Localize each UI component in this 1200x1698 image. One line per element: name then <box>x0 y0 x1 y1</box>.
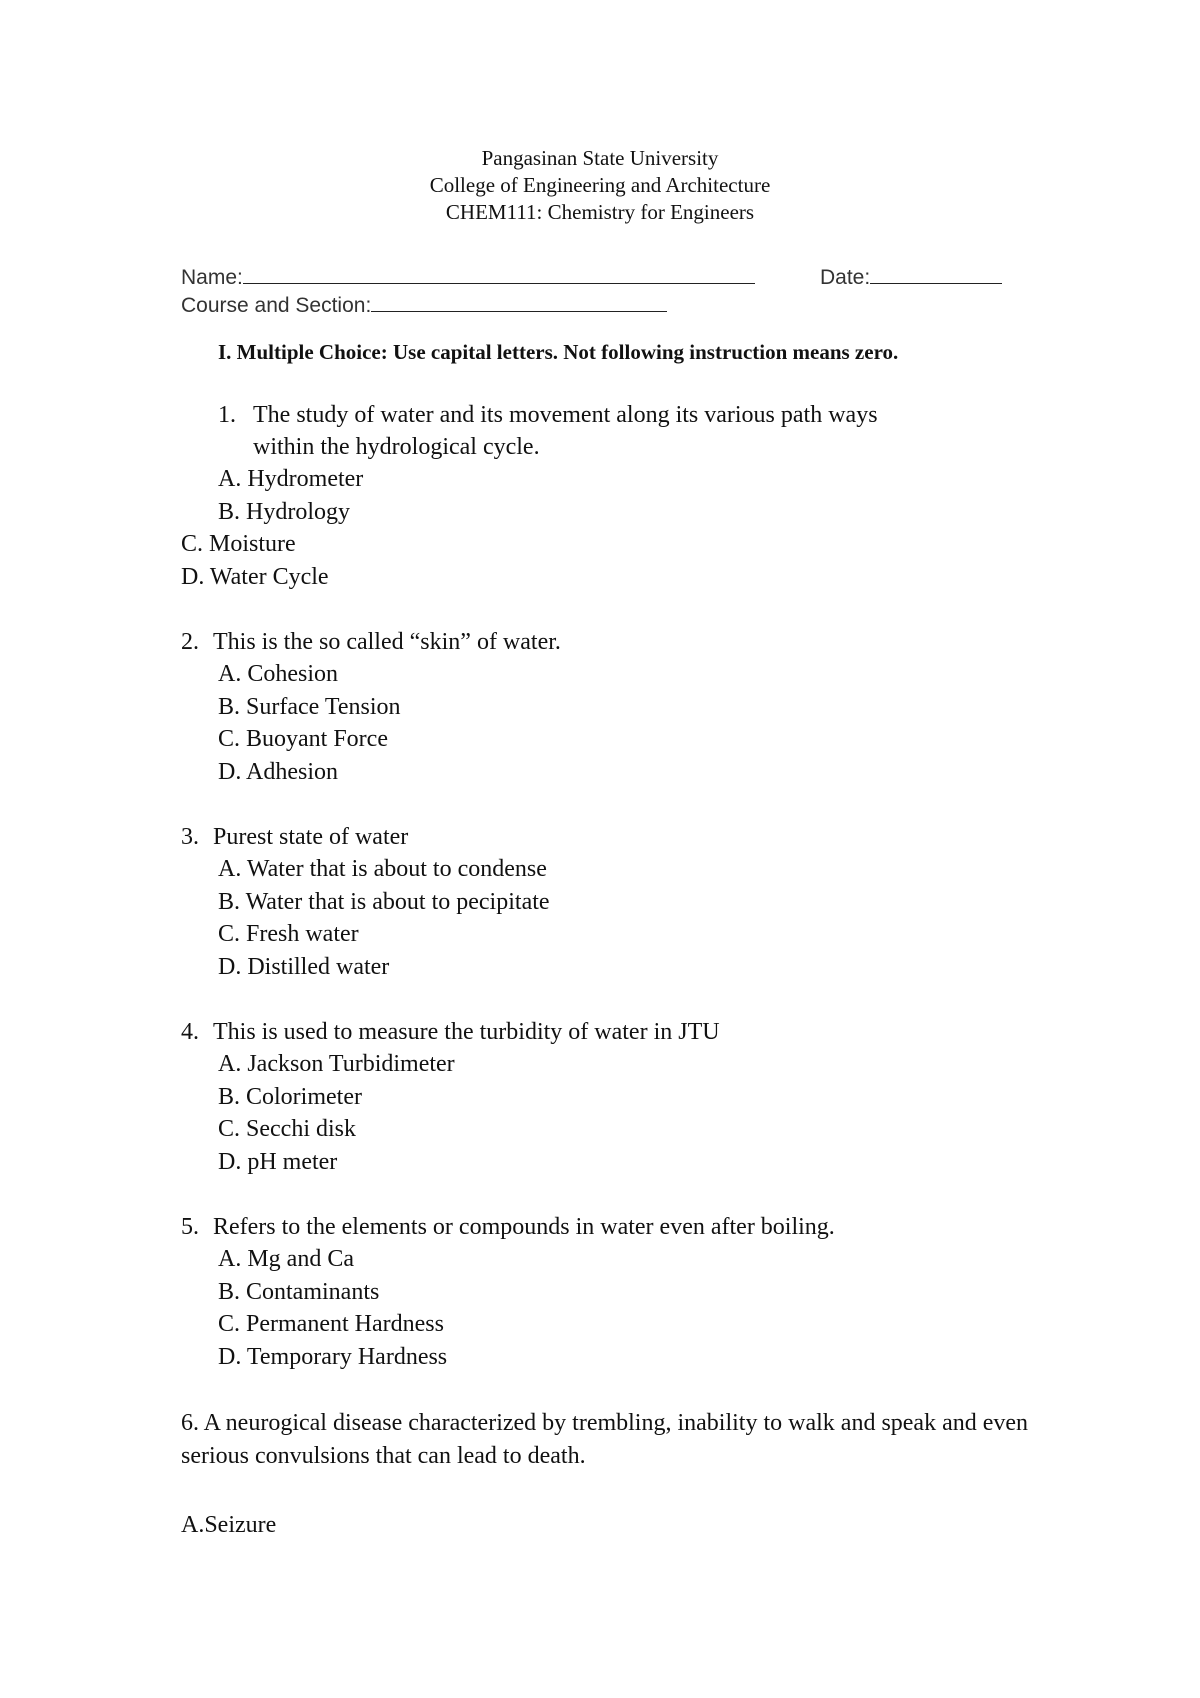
choice-item: B. Colorimeter <box>218 1084 362 1110</box>
choice-item: D. Water Cycle <box>181 564 329 590</box>
university-name: Pangasinan State University <box>481 146 719 170</box>
choice-item: B. Contaminants <box>218 1279 380 1305</box>
choice-item: B. Water that is about to pecipitate <box>218 889 550 915</box>
choice-item: A. Jackson Turbidimeter <box>218 1051 455 1077</box>
choice-item: A.Seizure <box>181 1512 277 1538</box>
date-field[interactable] <box>820 261 1002 290</box>
question-number: 4. <box>181 1019 199 1045</box>
course-section-field[interactable] <box>181 289 667 318</box>
question-text: This is the so called “skin” of water. <box>213 629 561 655</box>
course-section-label: Course and Section: <box>181 294 372 317</box>
question-text: Purest state of water <box>213 824 409 850</box>
choice-item: C. Buoyant Force <box>218 726 388 752</box>
choice-item: C. Secchi disk <box>218 1116 356 1142</box>
choice-item: D. Adhesion <box>218 759 338 785</box>
choice-item: B. Hydrology <box>218 499 350 525</box>
choice-item: C. Fresh water <box>218 921 359 947</box>
choice-item: D. Temporary Hardness <box>218 1344 448 1370</box>
name-field[interactable] <box>181 261 755 290</box>
choice-item: A. Hydrometer <box>218 466 364 492</box>
choice-item: C. Permanent Hardness <box>218 1311 444 1337</box>
course-title: CHEM111: Chemistry for Engineers <box>445 200 755 224</box>
name-blank[interactable] <box>243 261 755 284</box>
name-label: Name: <box>181 266 243 289</box>
choice-item: D. pH meter <box>218 1149 338 1175</box>
choice-item: A. Cohesion <box>218 661 338 687</box>
choice-item: D. Distilled water <box>218 954 390 980</box>
instruction-text: I. Multiple Choice: Use capital letters. Not following instruction means zero. <box>218 340 899 364</box>
college-name: College of Engineering and Architecture <box>429 173 771 197</box>
choice-item: B. Surface Tension <box>218 694 401 720</box>
question-text: Refers to the elements or compounds in water even after boiling. <box>213 1214 835 1240</box>
question-number: 5. <box>181 1214 199 1240</box>
date-label: Date: <box>820 266 871 289</box>
question-text: within the hydrological cycle. <box>253 434 540 460</box>
date-blank[interactable] <box>870 261 1002 284</box>
question-text: This is used to measure the turbidity of water in JTU <box>213 1019 720 1045</box>
question-number: 2. <box>181 629 199 655</box>
question-number: 3. <box>181 824 199 850</box>
question-number: 1. <box>218 402 236 428</box>
choice-item: C. Moisture <box>181 531 296 557</box>
choice-item: A. Water that is about to condense <box>218 856 547 882</box>
question-text: The study of water and its movement along its various path ways <box>253 402 878 428</box>
question-text: 6. A neurogical disease characterized by trembling, inability to walk and speak and even serious convulsions that can lead to death. <box>181 1410 1029 1469</box>
document-header <box>0 145 1200 226</box>
choice-item: A. Mg and Ca <box>218 1246 354 1272</box>
course-section-blank[interactable] <box>371 289 667 312</box>
